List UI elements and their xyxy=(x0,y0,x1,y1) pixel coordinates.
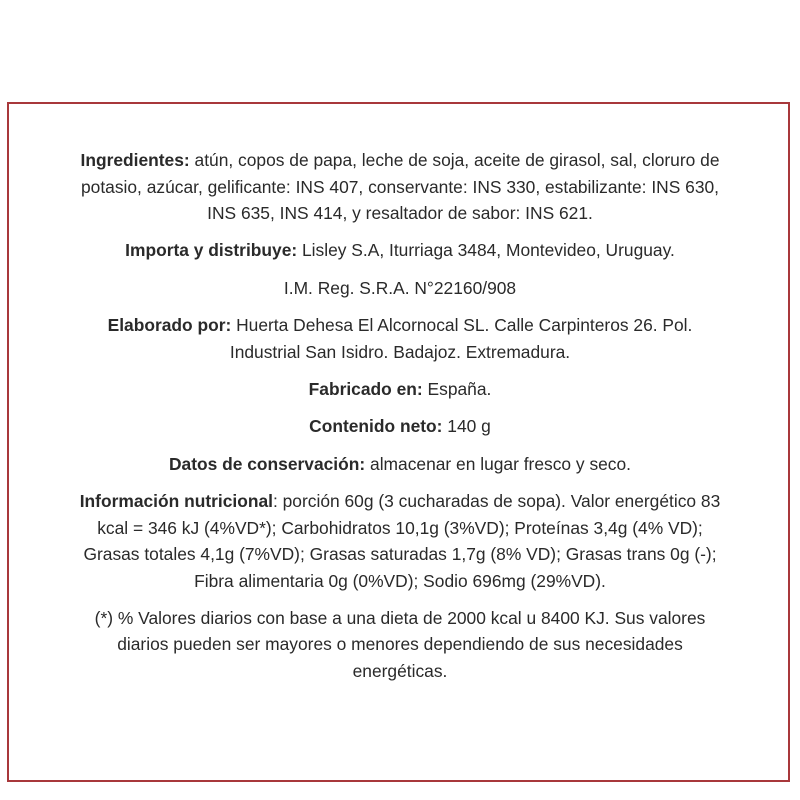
storage-value: almacenar en lugar fresco y seco. xyxy=(365,453,632,474)
registration-paragraph xyxy=(30,275,770,302)
manufacturer-label: Elaborado por: xyxy=(107,315,232,335)
manufacturer-line-2: Industrial San Isidro. Badajoz. Extremadura. xyxy=(229,341,571,362)
ingredients-paragraph xyxy=(30,147,770,227)
nutrition-line-1 xyxy=(30,488,770,515)
storage-paragraph xyxy=(30,451,770,478)
note-line-1: (*) % Valores diarios con base a una dieta de 2000 kcal u 8400 KJ. Sus valores xyxy=(94,607,706,628)
net-content-label: Contenido neto: xyxy=(309,416,443,436)
origin-label: Fabricado en: xyxy=(308,378,423,399)
importer-value: Lisley S.A, Iturriaga 3484, Montevideo, Uruguay. xyxy=(297,240,675,260)
ingredients-line-3: INS 635, INS 414, y resaltador de sabor: INS 621. xyxy=(207,203,593,223)
nutrition-line-2: kcal = 346 kJ (4%VD*); Carbohidratos 10,1g (3%VD); Proteínas 3,4g (4% VD); xyxy=(97,517,703,538)
manufacturer-line-1 xyxy=(30,312,770,339)
note-line-2: diarios pueden ser mayores o menores dependiendo de sus necesidades xyxy=(117,634,683,654)
origin-paragraph xyxy=(30,376,770,403)
net-content-value: 140 g xyxy=(442,416,491,436)
importer-paragraph xyxy=(30,237,770,264)
ingredients-label: Ingredientes: xyxy=(80,150,190,170)
ingredients-line-2: potasio, azúcar, gelificante: INS 407, conservante: INS 330, estabilizante: INS 630, xyxy=(80,176,720,197)
storage-label: Datos de conservación: xyxy=(168,453,366,474)
ingredients-line-1 xyxy=(30,147,770,174)
net-content-paragraph xyxy=(30,413,770,440)
manufacturer-text-1: Huerta Dehesa El Alcornocal SL. Calle Carpinteros 26. Pol. xyxy=(231,315,693,335)
nutrition-line-4: Fibra alimentaria 0g (0%VD); Sodio 696mg (29%VD). xyxy=(194,570,606,591)
manufacturer-paragraph xyxy=(30,312,770,365)
nutrition-paragraph xyxy=(30,488,770,594)
nutrition-line-3: Grasas totales 4,1g (7%VD); Grasas saturadas 1,7g (8% VD); Grasas trans 0g (-); xyxy=(83,544,717,564)
importer-label: Importa y distribuye: xyxy=(125,240,298,260)
daily-values-note xyxy=(30,605,770,685)
note-line-3: energéticas. xyxy=(352,660,448,681)
nutrition-text-1: : porción 60g (3 cucharadas de sopa). Valor energético 83 xyxy=(272,491,721,511)
product-label-text xyxy=(30,147,770,695)
registration-value: I.M. Reg. S.R.A. N°22160/908 xyxy=(283,277,517,298)
origin-value: España. xyxy=(422,378,492,399)
ingredients-text-1: atún, copos de papa, leche de soja, aceite de girasol, sal, cloruro de xyxy=(189,150,720,170)
nutrition-label: Información nutricional xyxy=(79,491,273,511)
